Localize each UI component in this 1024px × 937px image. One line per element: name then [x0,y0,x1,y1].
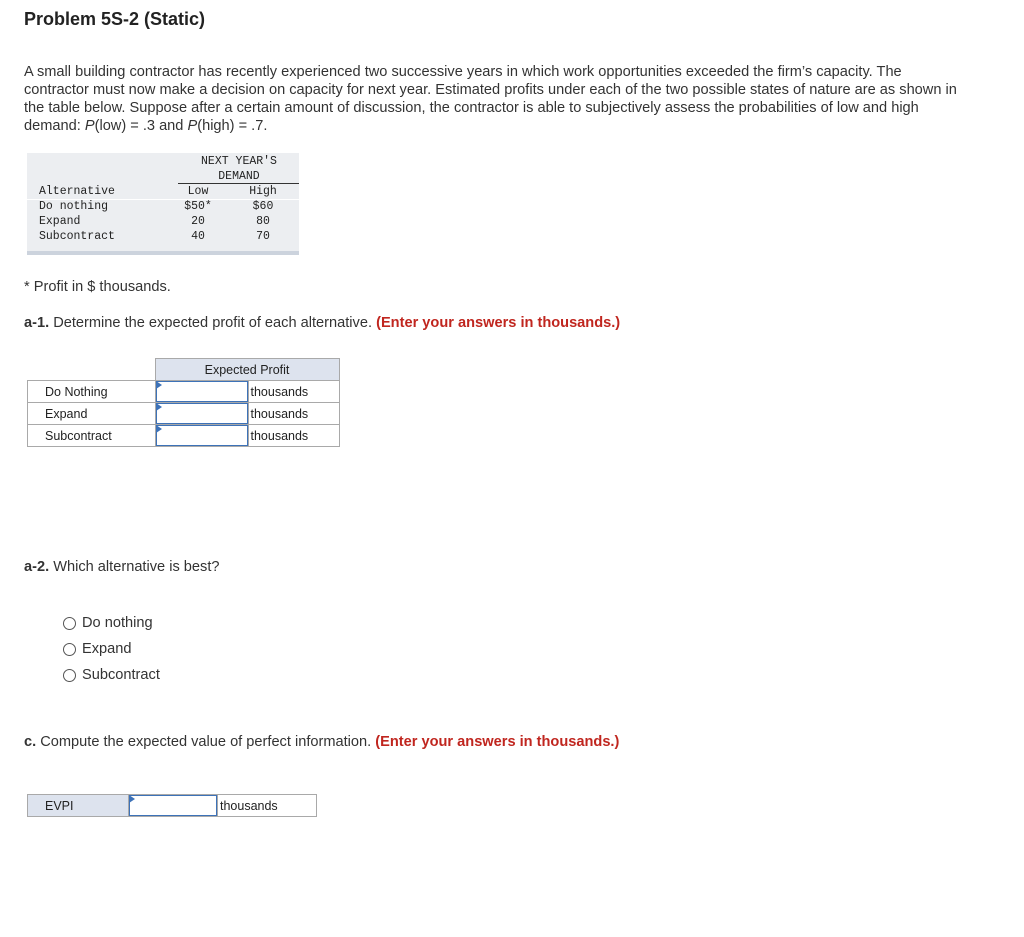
profit-data-table [27,153,299,255]
col-low-header: Low [187,185,209,198]
p-symbol-high: P [187,118,198,134]
footnote: * Profit in $ thousands. [24,279,171,295]
question-note: (Enter your answers in thousands.) [375,734,620,750]
input-flag-icon [156,425,162,433]
row-low: $50* [184,200,212,213]
problem-title: Problem 5S-2 (Static) [24,9,206,29]
question-number: c. [24,734,37,750]
question-text: Determine the expected profit of each alternative. [49,315,377,331]
subcontract-expected-profit-input[interactable] [156,425,248,446]
table-bottom-bar [27,251,299,255]
unit-label: thousands [218,795,317,817]
problem-description [24,63,959,135]
row-low: 20 [191,215,205,228]
do-nothing-expected-profit-input[interactable] [156,381,248,402]
header-demand: DEMAND [218,170,260,183]
row-low: 40 [191,230,205,243]
radio-circle-icon[interactable] [63,617,76,630]
question-number: a-1. [24,315,50,331]
p-symbol-low: P [84,118,95,134]
radio-circle-icon[interactable] [63,643,76,656]
input-flag-icon [129,795,135,803]
expected-profit-header: Expected Profit [155,359,339,381]
question-a2 [24,559,220,575]
row-high: 70 [256,230,270,243]
unit-label: thousands [248,403,339,425]
radio-option-expand[interactable] [63,636,160,662]
question-text: Compute the expected value of perfect information. [36,734,376,750]
row-alt: Expand [39,215,81,228]
question-note: (Enter your answers in thousands.) [376,315,621,331]
row-label-do-nothing: Do Nothing [28,381,156,403]
row-high: $60 [252,200,274,213]
header-rule [178,183,299,184]
best-alternative-radio-group [63,610,160,688]
unit-label: thousands [248,425,339,447]
col-high-header: High [249,185,277,198]
radio-label[interactable]: Expand [82,641,132,657]
table-row [28,425,340,447]
evpi-input[interactable] [129,795,217,816]
radio-label[interactable]: Subcontract [82,667,160,683]
expand-expected-profit-input[interactable] [156,403,248,424]
header-next-years: NEXT YEAR'S [201,155,277,168]
header-blank-cell [28,359,156,381]
row-high: 80 [256,215,270,228]
table-row [28,403,340,425]
row-alt: Subcontract [39,230,115,243]
intro-high: (high) = .7. [197,118,268,134]
row-alt: Do nothing [39,200,109,213]
table-row [28,795,317,817]
expected-profit-table [27,358,340,447]
question-number: a-2. [24,559,50,575]
col-alternative-header: Alternative [39,185,115,198]
radio-option-subcontract[interactable] [63,662,160,688]
input-flag-icon [156,403,162,411]
evpi-table [27,794,317,817]
radio-label[interactable]: Do nothing [82,615,153,631]
row-label-subcontract: Subcontract [28,425,156,447]
radio-option-do-nothing[interactable] [63,610,160,636]
intro-text: A small building contractor has recently experienced two successive years in which work opportunities exceeded the firm’s capacity. The contractor must now make a decision on capacity for next year. Estimated profits under each of the two possible states of nature are as shown in the table below. Suppose after a certain amount of discussion, the contractor is able to subjectively assess the probabilities of low and high demand: [24,64,957,134]
question-c [24,734,619,750]
intro-low: (low) = .3 and [94,118,188,134]
unit-label: thousands [248,381,339,403]
question-text: Which alternative is best? [49,559,220,575]
question-a1 [24,315,620,331]
row-label-expand: Expand [28,403,156,425]
evpi-label: EVPI [28,795,129,817]
input-flag-icon [156,381,162,389]
radio-circle-icon[interactable] [63,669,76,682]
table-row [28,381,340,403]
